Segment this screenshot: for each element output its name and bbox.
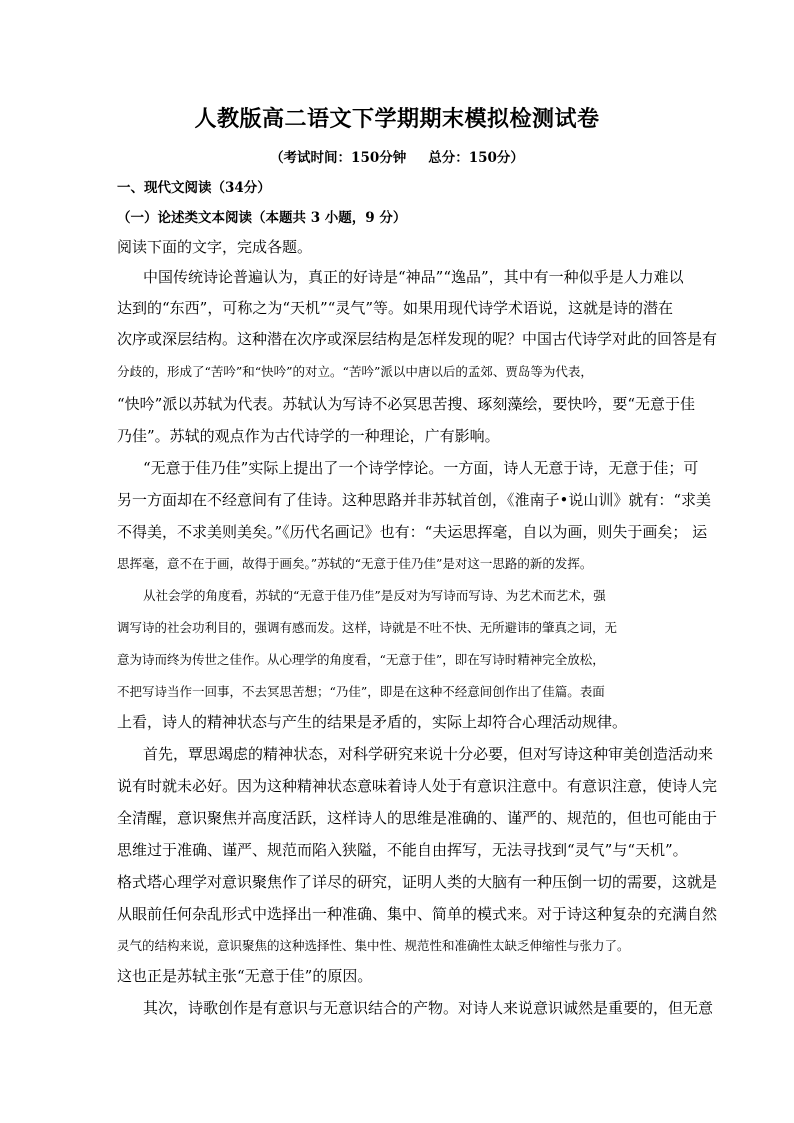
paragraph-line: 意为诗而终为传世之佳作。从心理学的角度看，“无意于佳”，即在写诗时精神完全放松，: [117, 652, 605, 667]
paragraph-line: 另一方面却在不经意间有了佳诗。这种思路并非苏轼首创，《淮南子•说山训》就有：“求美: [117, 491, 712, 509]
paragraph-line: 其次，诗歌创作是有意识与无意识结合的产物。对诗人来说意识诚然是重要的，但无意: [143, 999, 714, 1017]
paragraph-line: 说有时就未必好。因为这种精神状态意味着诗人处于有意识注意中。有意识注意，使诗人完: [117, 777, 718, 795]
paragraph-line: 思挥毫，意不在于画，故得于画矣。”苏轼的“无意于佳乃佳”是对这一思路的新的发挥。: [117, 556, 593, 571]
paragraph-line: 次序或深层结构。这种潜在次序或深层结构是怎样发现的呢？中国古代诗学对此的回答是有: [117, 330, 718, 348]
document-title: 人教版高二语文下学期期末模拟检测试卷: [194, 106, 600, 132]
paragraph-line: 调写诗的社会功利目的，强调有感而发。这样，诗就是不吐不快、无所避讳的肇真之词，无: [117, 620, 618, 635]
instruction-text: 阅读下面的文字，完成各题。: [117, 238, 313, 256]
paragraph-line: 分歧的，形成了“苦吟”和“快吟”的对立。“苦吟”派以中唐以后的孟郊、贾岛等为代表，: [117, 364, 593, 379]
paragraph-line: 不得美，不求美则美矣。”《历代名画记》也有：“夫运思挥毫，自以为画，则失于画矣； 运: [117, 523, 708, 541]
paragraph-line: 思维过于准确、谨严、规范而陷入狭隘，不能自由挥写，无法寻找到“灵气”与“天机”。: [117, 841, 688, 859]
paragraph-line: 灵气的结构来说，意识聚焦的这种选择性、集中性、规范性和准确性太缺乏伸缩性与张力了。: [117, 938, 630, 953]
exam-total-score: 总分：150分）: [428, 150, 524, 166]
paragraph-line: 中国传统诗论普遍认为，真正的好诗是“神品”“逸品”，其中有一种似乎是人力难以: [143, 268, 684, 286]
paragraph-line: 首先，覃思竭虑的精神状态，对科学研究来说十分必要，但对写诗这种审美创造活动来: [143, 745, 714, 763]
paragraph-line: 格式塔心理学对意识聚焦作了详尽的研究，证明人类的大脑有一种压倒一切的需要，这就是: [117, 873, 718, 891]
paragraph-line: “快吟”派以苏轼为代表。苏轼认为写诗不必冥思苦搜、琢刻藻绘，要快吟，要“无意于佳: [117, 395, 696, 413]
paragraph-line: 全清醒，意识聚焦并高度活跃，这样诗人的思维是准确的、谨严的、规范的，但也可能由于: [117, 809, 718, 827]
paragraph-line: 达到的“东西”，可称之为“天机”“灵气”等。如果用现代诗学术语说，这就是诗的潜在: [117, 299, 674, 317]
paragraph-line: 从眼前任何杂乱形式中选择出一种准确、集中、简单的模式来。对于诗这种复杂的充满自然: [117, 905, 718, 923]
section-heading: 一、现代文阅读（34分）: [117, 180, 271, 196]
paragraph-line: 乃佳”。苏轼的观点作为古代诗学的一种理论，广有影响。: [117, 427, 500, 445]
paragraph-line: 这也正是苏轼主张“无意于佳”的原因。: [117, 967, 373, 985]
paragraph-line: “无意于佳乃佳”实际上提出了一个诗学悖论。一方面，诗人无意于诗，无意于佳；可: [143, 459, 699, 477]
subsection-heading: （一）论述类文本阅读（本题共 3 小题，9 分）: [117, 210, 407, 226]
paragraph-line: 不把写诗当作一回事，不去冥思苦想；“乃佳”，即是在这种不经意间创作出了佳篇。表面: [117, 684, 605, 699]
paragraph-line: 从社会学的角度看，苏轼的“无意于佳乃佳”是反对为写诗而写诗、为艺术而艺术，强: [143, 588, 606, 603]
exam-time: （考试时间：150分钟: [270, 150, 407, 166]
exam-info: [0, 146, 794, 166]
paragraph-line: 上看，诗人的精神状态与产生的结果是矛盾的，实际上却符合心理活动规律。: [117, 713, 628, 731]
